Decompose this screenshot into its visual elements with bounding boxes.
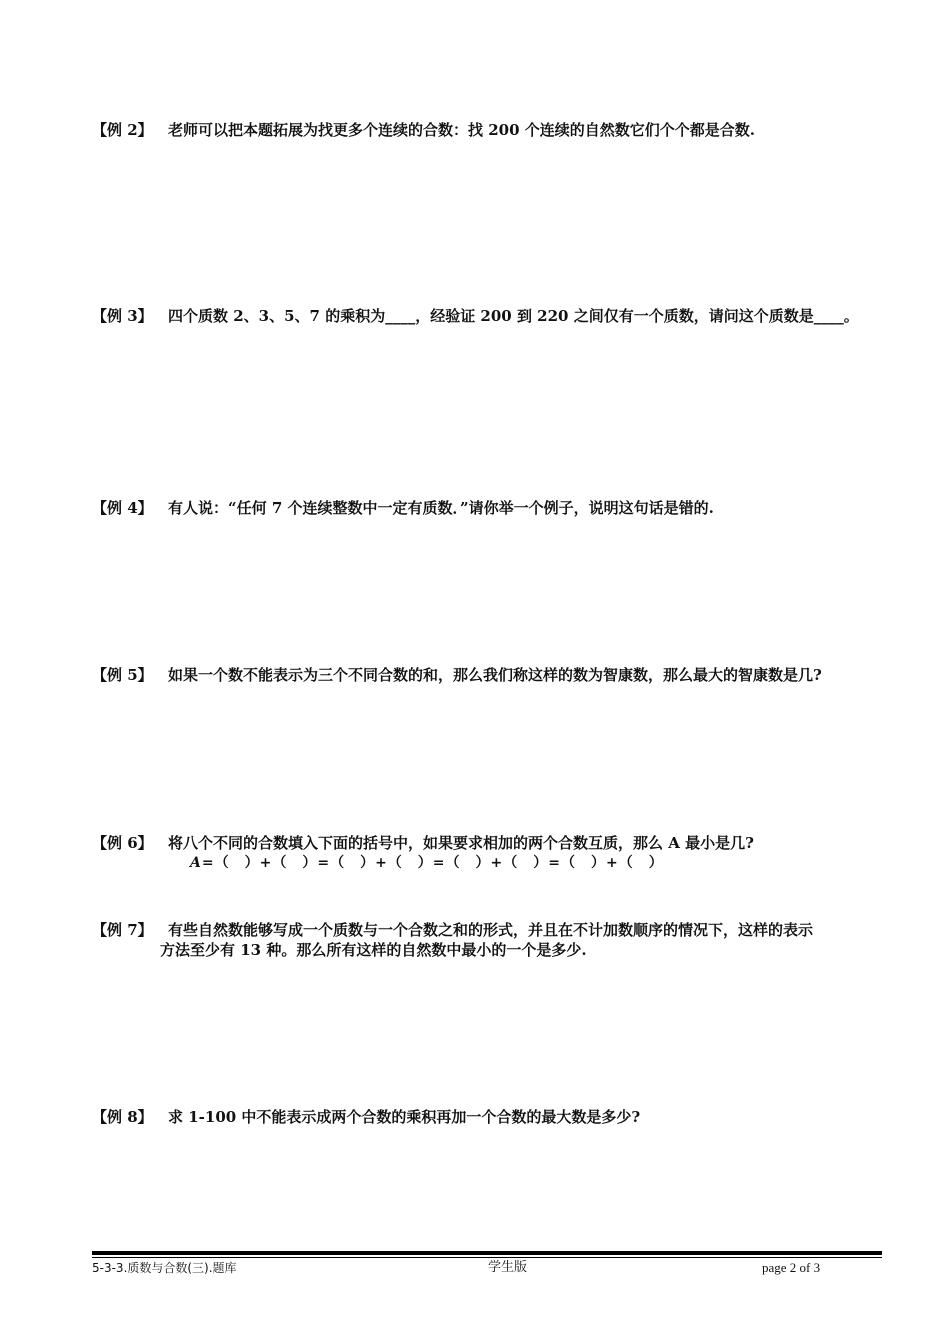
footer-edition: 学生版 xyxy=(488,1260,528,1275)
example-5 xyxy=(92,665,822,685)
example-label: 【例 6】 xyxy=(92,834,153,852)
example-text: 将八个不同的合数填入下面的括号中，如果要求相加的两个合数互质，那么 A 最小是几? xyxy=(168,834,754,852)
example-3 xyxy=(92,306,859,326)
example-8 xyxy=(92,1107,640,1127)
example-label: 【例 2】 xyxy=(92,121,153,139)
example-6 xyxy=(92,833,754,853)
example-text: 有人说：“任何 7 个连续整数中一定有质数．”请你举一个例子，说明这句话是错的. xyxy=(168,499,714,517)
footer-document-title: 5-3-3.质数与合数(三).题库 xyxy=(92,1261,237,1275)
example-label: 【例 7】 xyxy=(92,921,153,939)
example-label: 【例 8】 xyxy=(92,1108,153,1126)
example-7 xyxy=(92,920,813,940)
footer-page-number: page 2 of 3 xyxy=(762,1260,821,1275)
footer-rule xyxy=(92,1251,882,1255)
example-label: 【例 5】 xyxy=(92,666,153,684)
example-text: 求 1-100 中不能表示成两个合数的乘积再加一个合数的最大数是多少? xyxy=(168,1108,641,1126)
example-2 xyxy=(92,120,755,140)
example-text: 四个质数 2、3、5、7 的乘积为____，经验证 200 到 220 之间仅有一个质数，请问这个质数是____。 xyxy=(168,307,859,325)
example-text: 如果一个数不能表示为三个不同合数的和，那么我们称这样的数为智康数，那么最大的智康数是几? xyxy=(168,666,822,684)
example-label: 【例 3】 xyxy=(92,307,153,325)
example-6-formula xyxy=(190,853,664,873)
formula-variable: A xyxy=(190,855,202,871)
formula-expression: =（ ）+（ ）=（ ）+（ ）=（ ）+（ ）=（ ）+（ ） xyxy=(201,855,664,871)
example-4 xyxy=(92,498,714,518)
example-text: 老师可以把本题拓展为找更多个连续的合数：找 200 个连续的自然数它们个个都是合数. xyxy=(168,121,755,139)
example-text: 有些自然数能够写成一个质数与一个合数之和的形式，并且在不计加数顺序的情况下，这样的表示 xyxy=(168,921,814,939)
example-label: 【例 4】 xyxy=(92,499,153,517)
footer-rule-thin xyxy=(92,1257,882,1258)
example-7-continuation: 方法至少有 13 种。那么所有这样的自然数中最小的一个是多少. xyxy=(160,941,587,959)
